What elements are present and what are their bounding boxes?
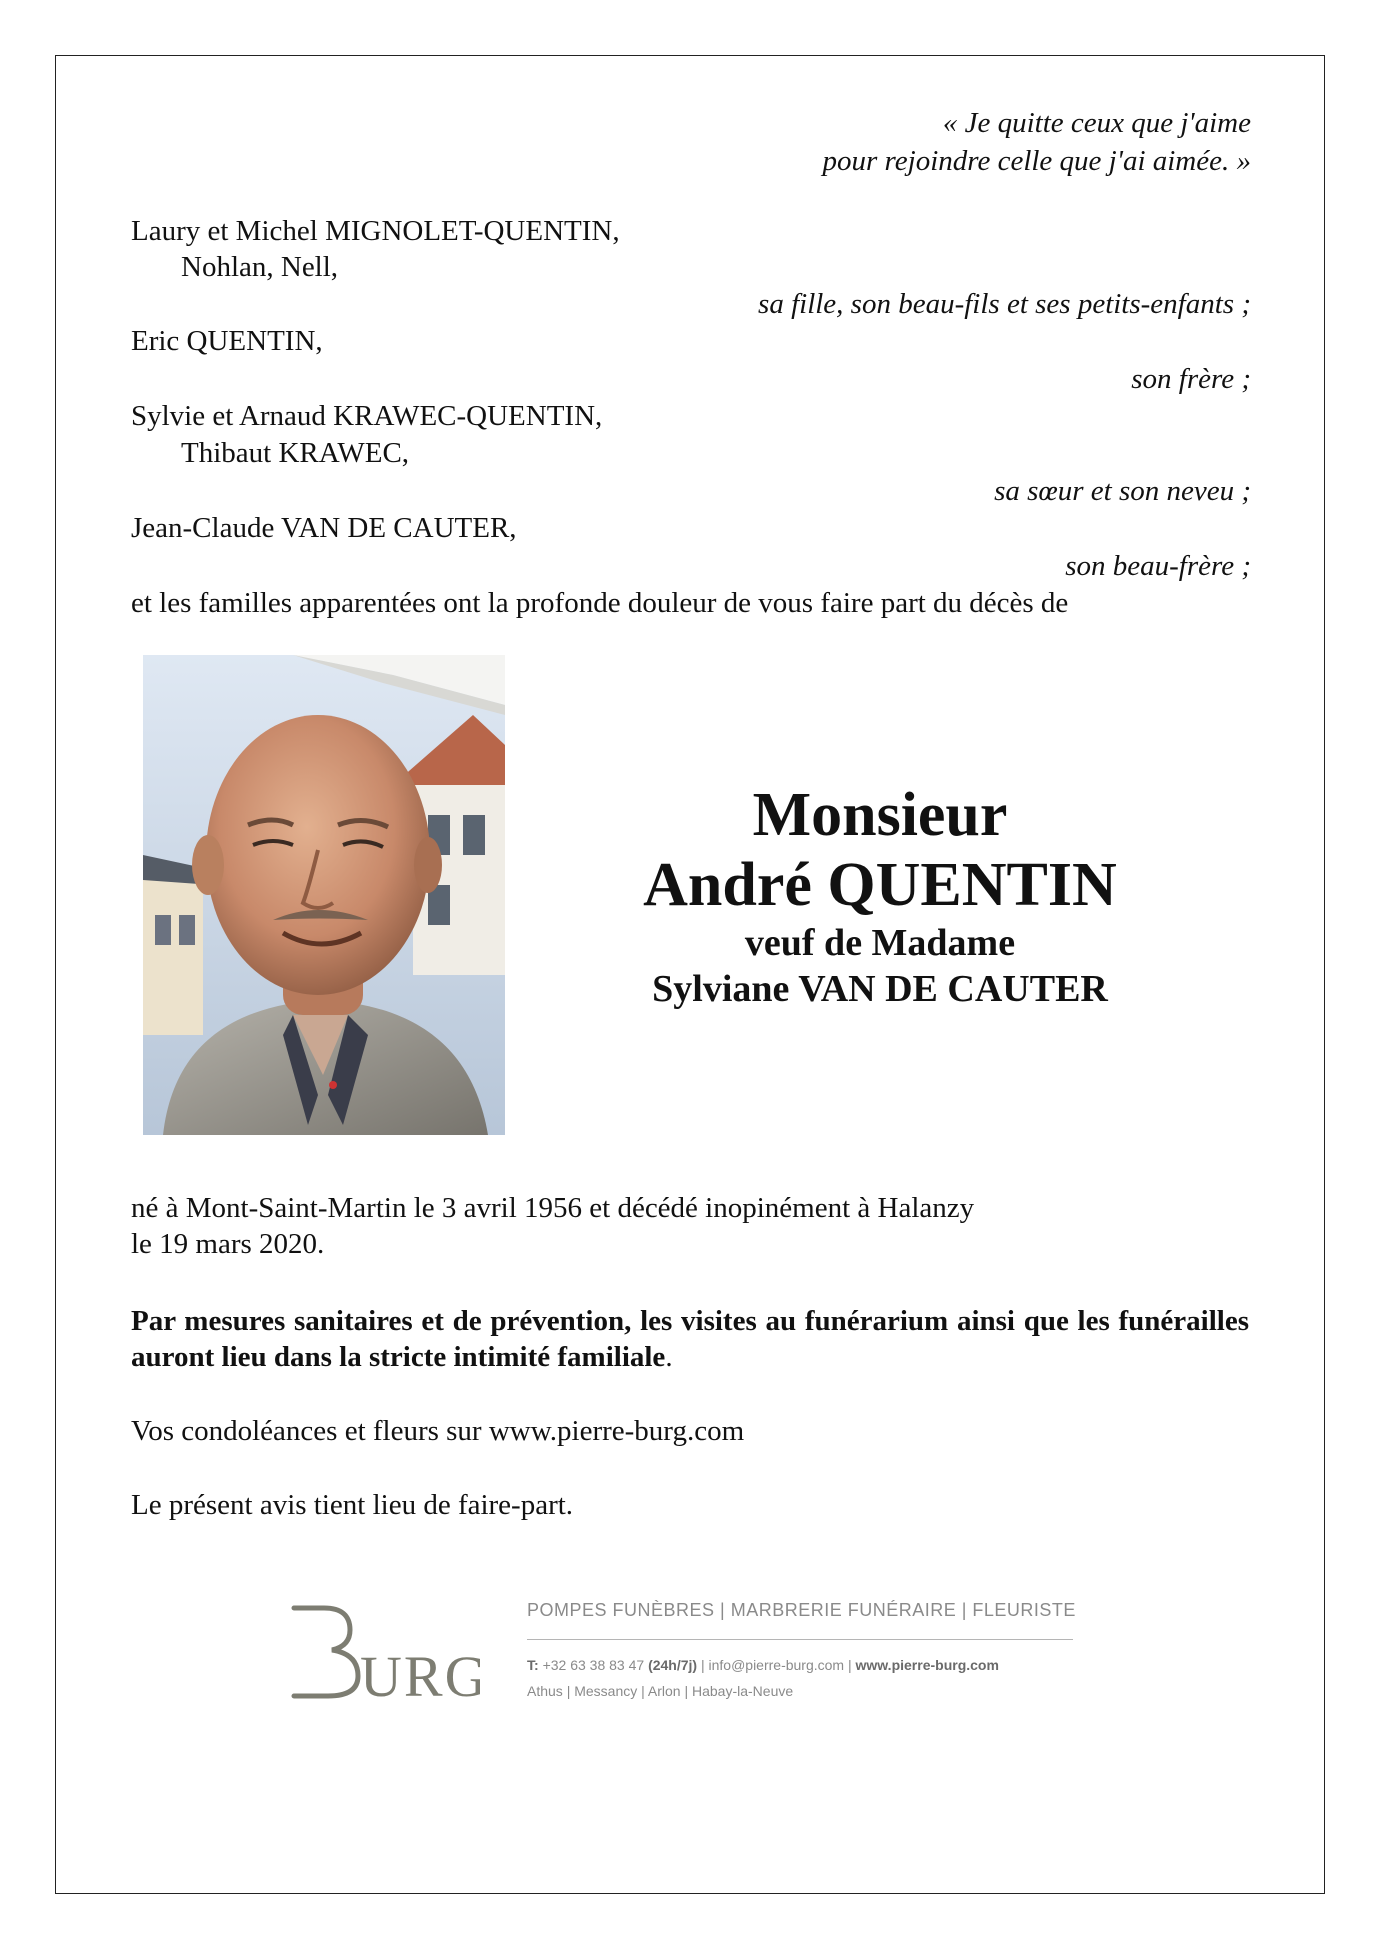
family-group-4-relation: son beau-frère ; xyxy=(1065,550,1251,582)
spouse-name: Sylviane VAN DE CAUTER xyxy=(652,968,1108,1010)
family-group-1-relation: sa fille, son beau-fils et ses petits-enfants ; xyxy=(758,288,1251,320)
phone-number: +32 63 38 83 47 xyxy=(542,1657,645,1673)
phone-label: T: xyxy=(527,1657,539,1673)
portrait-illustration xyxy=(143,655,505,1135)
birth-death-line-1: né à Mont-Saint-Martin le 3 avril 1956 et décédé inopinément à Halanzy xyxy=(131,1192,975,1224)
widow-line: veuf de Madame xyxy=(744,922,1016,964)
sanitary-notice xyxy=(131,1303,1249,1375)
footer-contact xyxy=(527,1657,999,1673)
footer-places: Athus | Messancy | Arlon | Habay-la-Neuve xyxy=(527,1683,794,1699)
svg-text:URG: URG xyxy=(360,1644,480,1700)
family-group-3-names: Sylvie et Arnaud KRAWEC-QUENTIN, xyxy=(131,400,603,432)
deceased-name-block xyxy=(560,780,1200,1012)
family-group-1-names: Laury et Michel MIGNOLET-QUENTIN, xyxy=(131,215,620,247)
family-group-2-names: Eric QUENTIN, xyxy=(131,325,323,357)
birth-death-paragraph xyxy=(131,1190,1249,1262)
portrait-photo xyxy=(143,655,505,1135)
family-group-4-names: Jean-Claude VAN DE CAUTER, xyxy=(131,512,517,544)
family-group-2-relation: son frère ; xyxy=(1131,363,1251,395)
faire-part-notice: Le présent avis tient lieu de faire-part. xyxy=(131,1489,574,1521)
footer-services: POMPES FUNÈBRES | MARBRERIE FUNÉRAIRE | FLEURISTE xyxy=(527,1600,1076,1620)
sanitary-notice-period: . xyxy=(665,1341,673,1373)
epigraph-quote xyxy=(823,104,1251,180)
birth-death-line-2: le 19 mars 2020. xyxy=(131,1228,325,1260)
family-group-1-children: Nohlan, Nell, xyxy=(181,251,339,283)
footer-separator: | xyxy=(848,1657,856,1673)
deceased-title: Monsieur xyxy=(752,781,1008,849)
burg-logo xyxy=(290,1600,480,1700)
phone-hours: (24h/7j) xyxy=(648,1657,698,1673)
deceased-name: André QUENTIN xyxy=(643,851,1117,919)
footer-website: www.pierre-burg.com xyxy=(855,1657,999,1673)
footer-separator: | xyxy=(700,1657,709,1673)
quote-line-1: « Je quitte ceux que j'aime xyxy=(942,107,1251,139)
footer-email: info@pierre-burg.com xyxy=(708,1657,845,1673)
family-group-3-relation: sa sœur et son neveu ; xyxy=(994,475,1251,507)
family-group-3-children: Thibaut KRAWEC, xyxy=(181,437,410,469)
announcement-text: et les familles apparentées ont la profonde douleur de vous faire part du décès de xyxy=(131,587,1069,619)
footer-divider xyxy=(527,1639,1073,1640)
burg-logo-mark xyxy=(290,1600,480,1700)
condolences-text: Vos condoléances et fleurs sur www.pierre-burg.com xyxy=(131,1415,745,1447)
quote-line-2: pour rejoindre celle que j'ai aimée. » xyxy=(822,145,1251,177)
sanitary-notice-text: Par mesures sanitaires et de prévention, les visites au funérarium ainsi que les funérailles auront lieu dans la stricte intimité familiale xyxy=(131,1305,1249,1373)
